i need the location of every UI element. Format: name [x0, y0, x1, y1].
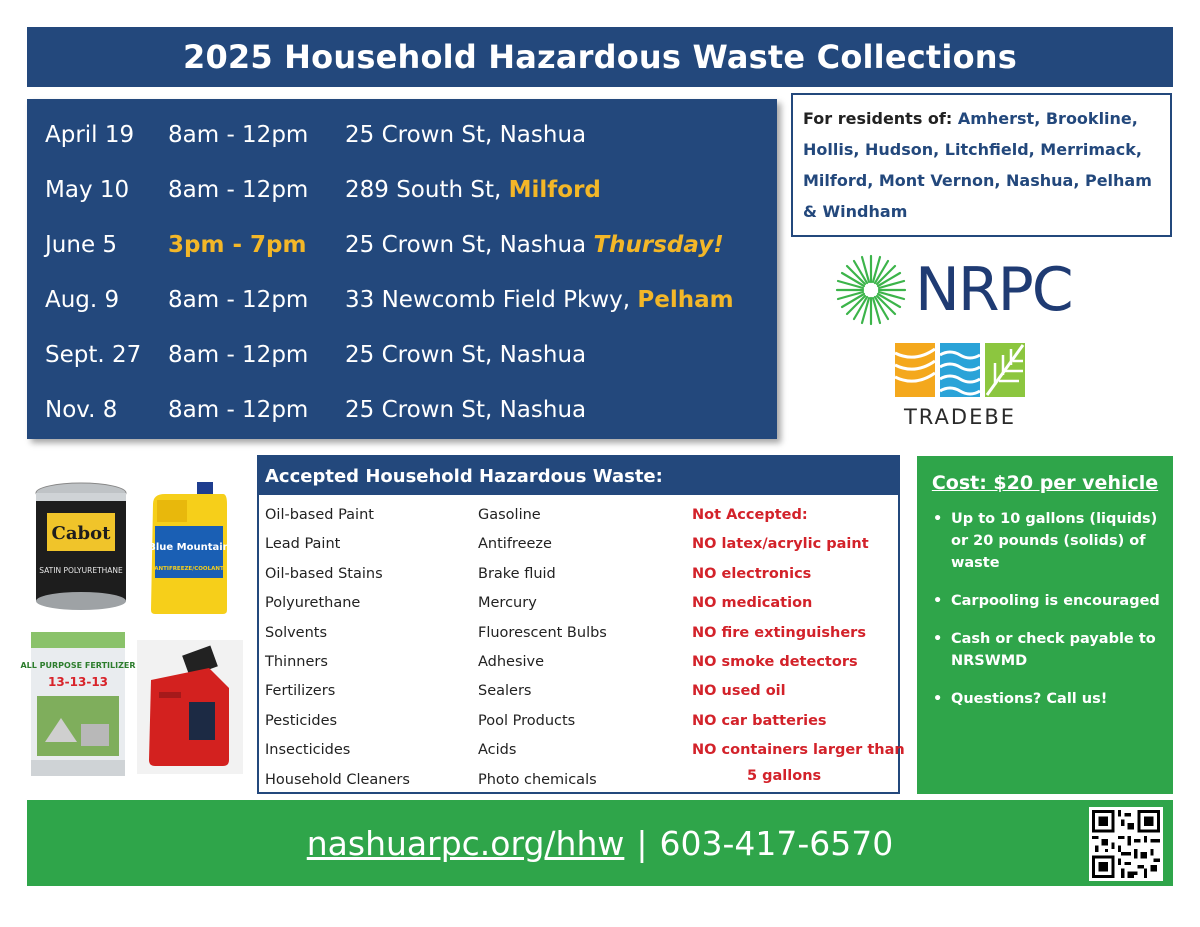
cost-item: • Up to 10 gallons (liquids) or 20 pounds (solids) of waste [929, 508, 1161, 574]
not-accepted-item: 5 gallons [747, 767, 822, 784]
schedule-row [27, 327, 777, 382]
paint-can-label: SATIN POLYURETHANE [39, 566, 123, 575]
paint-can-brand: Cabot [51, 523, 111, 544]
schedule-row [27, 217, 777, 272]
accepted-item: Fluorescent Bulbs [478, 624, 607, 641]
schedule-date: April 19 [45, 121, 135, 148]
schedule-date: June 5 [45, 231, 118, 258]
schedule-row [27, 382, 777, 437]
schedule-time-highlight: 3pm - 7pm [168, 231, 307, 258]
fertilizer-bag-image [20, 632, 136, 776]
accepted-item: Sealers [478, 683, 532, 700]
accepted-item: Oil-based Paint [265, 507, 374, 523]
schedule-date: Nov. 8 [45, 396, 118, 423]
not-accepted-item: NO used oil [692, 683, 786, 700]
paint-can-image [33, 481, 129, 613]
gas-can-image [137, 640, 243, 774]
schedule-time: 8am - 12pm [168, 396, 309, 423]
schedule-location-highlight: Pelham [637, 286, 734, 313]
accepted-heading: Accepted Household Hazardous Waste: [259, 457, 898, 495]
schedule-date: Sept. 27 [45, 341, 142, 368]
residents-box [791, 93, 1172, 237]
nrpc-logo [833, 252, 1095, 328]
schedule-location: 25 Crown St, Nashua [345, 341, 587, 368]
fertilizer-label: ALL PURPOSE FERTILIZER [20, 661, 136, 670]
cost-item: • Cash or check payable to NRSWMD [929, 628, 1161, 672]
not-accepted-item: NO medication [692, 595, 813, 612]
not-accepted-item: NO latex/acrylic paint [692, 536, 869, 553]
accepted-item: Polyurethane [265, 595, 361, 612]
tradebe-wordmark: TRADEBE [903, 405, 1017, 429]
schedule-location-text: 33 Newcomb Field Pkwy, [345, 286, 638, 313]
not-accepted-item: NO electronics [692, 565, 812, 582]
accepted-item: Insecticides [265, 742, 351, 759]
schedule-location [345, 287, 734, 313]
schedule-location: 25 Crown St, Nashua [345, 121, 587, 148]
accepted-column-2 [478, 501, 607, 795]
accepted-item: Gasoline [478, 507, 541, 523]
accepted-item: Fertilizers [265, 683, 336, 700]
accepted-item: Thinners [265, 654, 328, 671]
accepted-item: Lead Paint [265, 536, 341, 553]
cost-list [929, 508, 1161, 710]
not-accepted-column [692, 501, 905, 791]
accepted-item: Acids [478, 742, 517, 759]
accepted-item: Antifreeze [478, 536, 552, 553]
tradebe-mark-icon [895, 343, 1025, 399]
website-link[interactable]: nashuarpc.org/hhw [306, 823, 625, 863]
not-accepted-item: NO smoke detectors [692, 654, 858, 671]
not-accepted-item: NO fire extinguishers [692, 624, 866, 641]
accepted-item: Solvents [265, 624, 328, 641]
schedule-panel [27, 99, 777, 439]
schedule-date: Aug. 9 [45, 286, 120, 313]
schedule-note: Thursday! [593, 231, 724, 258]
cost-panel [917, 456, 1173, 794]
fertilizer-ratio: 13-13-13 [47, 675, 109, 689]
schedule-time: 8am - 12pm [168, 121, 309, 148]
antifreeze-label: ANTIFREEZE/COOLANT [154, 566, 224, 572]
not-accepted-item: NO car batteries [692, 712, 827, 729]
accepted-item: Pesticides [265, 712, 338, 729]
nrpc-wordmark: NRPC [915, 255, 1072, 325]
accepted-item: Brake fluid [478, 565, 556, 582]
footer-bar [27, 800, 1173, 886]
cost-item: • Questions? Call us! [929, 688, 1161, 710]
schedule-row [27, 162, 777, 217]
phone-number: 603-417-6570 [659, 823, 894, 863]
qr-code-icon [1092, 810, 1160, 878]
accepted-waste-panel [257, 455, 905, 794]
accepted-item: Oil-based Stains [265, 565, 383, 582]
not-accepted-heading: Not Accepted: [692, 507, 808, 523]
accepted-column-1 [265, 501, 410, 795]
antifreeze-jug-image [147, 482, 231, 616]
cost-title: Cost: $20 per vehicle [931, 472, 1159, 494]
accepted-item: Adhesive [478, 654, 545, 671]
schedule-location-highlight: Milford [508, 176, 601, 203]
not-accepted-item: NO containers larger than [692, 742, 905, 759]
schedule-location [345, 232, 724, 258]
sunburst-icon [833, 252, 909, 328]
residents-towns: Amherst, Brookline, Hollis, Hudson, Litchfield, Merrimack, Milford, Mont Vernon, Nashua, Pelham & Windham [803, 109, 1152, 221]
accepted-item: Mercury [478, 595, 537, 612]
accepted-item: Household Cleaners [265, 771, 410, 788]
schedule-row [27, 107, 777, 162]
cost-item: • Carpooling is encouraged [929, 590, 1161, 612]
footer-separator: | [636, 823, 648, 863]
schedule-location-text: 289 South St, [345, 176, 509, 203]
schedule-time: 8am - 12pm [168, 176, 309, 203]
accepted-item: Photo chemicals [478, 771, 597, 788]
page-title: 2025 Household Hazardous Waste Collections [182, 38, 1017, 76]
schedule-date: May 10 [45, 176, 130, 203]
title-bar [27, 27, 1173, 87]
residents-label: For residents of: [803, 109, 958, 128]
accepted-item: Pool Products [478, 712, 576, 729]
qr-code[interactable] [1089, 807, 1163, 881]
schedule-location [345, 177, 601, 203]
schedule-time: 8am - 12pm [168, 341, 309, 368]
schedule-location: 25 Crown St, Nashua [345, 396, 587, 423]
schedule-time: 8am - 12pm [168, 286, 309, 313]
schedule-location-text: 25 Crown St, Nashua [345, 231, 594, 258]
antifreeze-brand: Blue Mountain [148, 542, 230, 553]
schedule-row [27, 272, 777, 327]
tradebe-logo [895, 343, 1025, 433]
